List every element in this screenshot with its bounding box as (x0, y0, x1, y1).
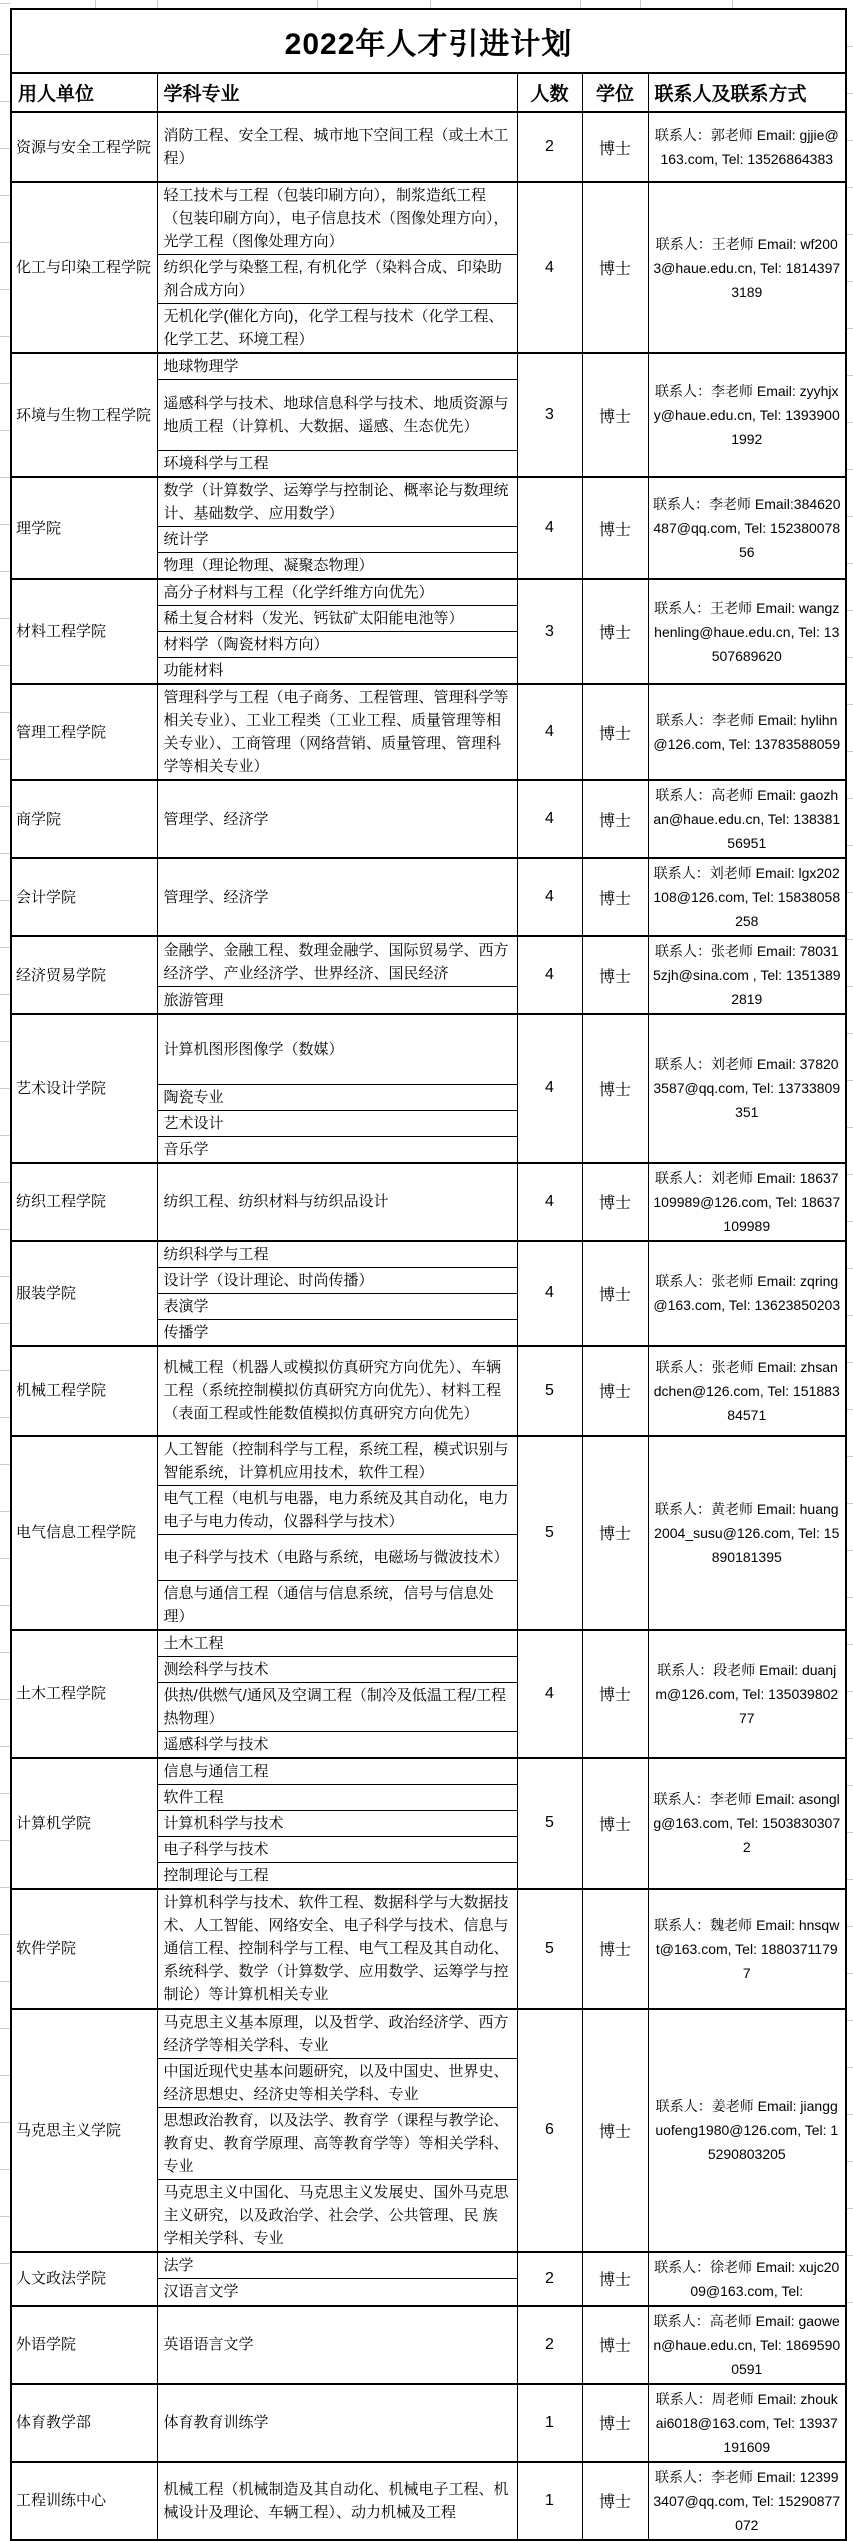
count-cell: 4 (517, 1163, 582, 1241)
table-row (11, 1163, 846, 1241)
table-row (11, 1436, 846, 1486)
count-cell: 4 (517, 684, 582, 780)
degree-cell: 博士 (582, 1014, 648, 1163)
major-cell: 纺织工程、纺织材料与纺织品设计 (157, 1163, 517, 1241)
gridline-tick (317, 0, 318, 8)
major-cell: 无机化学(催化方向)，化学工程与技术（化学工程、化学工艺、环境工程） (157, 304, 517, 354)
degree-cell: 博士 (582, 1758, 648, 1889)
table-row (11, 112, 846, 182)
gridline-tick (640, 0, 641, 8)
major-cell: 管理学、经济学 (157, 858, 517, 936)
major-cell: 思想政治教育，以及法学、教育学（课程与教学论、教育史、教育学原理、高等教育学等）等相关学科、专业 (157, 2107, 517, 2179)
count-cell: 4 (517, 1014, 582, 1163)
major-cell: 马克思主义中国化、马克思主义发展史、国外马克思主义研究，以及政治学、社会学、公共管理、民 族学相关学科、专业 (157, 2179, 517, 2252)
gridline-tick (430, 0, 431, 8)
contact-cell: 联系人：张老师 Email: zqring@163.com, Tel: 13623850203 (648, 1241, 846, 1346)
page-title: 2022年人才引进计划 (11, 9, 846, 73)
spreadsheet-gridlines-left (0, 0, 10, 2307)
count-cell: 2 (517, 2306, 582, 2384)
degree-cell: 博士 (582, 182, 648, 353)
contact-cell: 联系人：高老师 Email: gaozhan@haue.edu.cn, Tel: 13838156951 (648, 780, 846, 858)
count-cell: 5 (517, 1758, 582, 1889)
spreadsheet-gridlines-top (0, 0, 853, 8)
major-cell: 旅游管理 (157, 987, 517, 1014)
unit-cell: 服装学院 (11, 1241, 157, 1346)
major-cell: 材料学（陶瓷材料方向） (157, 632, 517, 658)
table-row (11, 780, 846, 858)
unit-cell: 人文政法学院 (11, 2252, 157, 2306)
unit-cell: 经济贸易学院 (11, 936, 157, 1014)
unit-cell: 土木工程学院 (11, 1630, 157, 1758)
contact-cell: 联系人：李老师 Email: hylihn@126.com, Tel: 13783588059 (648, 684, 846, 780)
major-cell: 设计学（设计理论、时尚传播） (157, 1267, 517, 1293)
unit-cell: 环境与生物工程学院 (11, 353, 157, 477)
spreadsheet-gridlines-right (846, 0, 853, 2307)
degree-cell: 博士 (582, 477, 648, 579)
unit-cell: 马克思主义学院 (11, 2009, 157, 2252)
degree-cell: 博士 (582, 684, 648, 780)
contact-cell: 联系人：王老师 Email: wangzhenling@haue.edu.cn, Tel: 13507689620 (648, 579, 846, 684)
table-row (11, 1758, 846, 1785)
col-header-degree: 学位 (582, 73, 648, 112)
contact-cell: 联系人：李老师 Email:384620487@qq.com, Tel: 15238007856 (648, 477, 846, 579)
major-cell: 法学 (157, 2252, 517, 2279)
unit-cell: 电气信息工程学院 (11, 1436, 157, 1630)
count-cell: 3 (517, 579, 582, 684)
degree-cell: 博士 (582, 858, 648, 936)
table-row (11, 477, 846, 527)
count-cell: 5 (517, 1436, 582, 1630)
contact-cell: 联系人：段老师 Email: duanjm@126.com, Tel: 13503980277 (648, 1630, 846, 1758)
col-header-major: 学科专业 (157, 73, 517, 112)
unit-cell: 外语学院 (11, 2306, 157, 2384)
gridline-tick (157, 0, 158, 8)
degree-cell: 博士 (582, 112, 648, 182)
unit-cell: 资源与安全工程学院 (11, 112, 157, 182)
count-cell: 3 (517, 353, 582, 477)
major-cell: 机械工程（机械制造及其自动化、机械电子工程、机械设计及理论、车辆工程）、动力机械及工程 (157, 2462, 517, 2540)
major-cell: 信息与通信工程 (157, 1758, 517, 1785)
contact-cell: 联系人：刘老师 Email: lgx202108@126.com, Tel: 15838058258 (648, 858, 846, 936)
count-cell: 4 (517, 780, 582, 858)
gridline-tick (95, 0, 96, 8)
count-cell: 4 (517, 477, 582, 579)
count-cell: 1 (517, 2384, 582, 2462)
recruitment-plan-table (10, 8, 847, 2541)
degree-cell: 博士 (582, 2462, 648, 2540)
degree-cell: 博士 (582, 780, 648, 858)
col-header-unit: 用人单位 (11, 73, 157, 112)
major-cell: 供热/供燃气/通风及空调工程（制冷及低温工程/工程热物理） (157, 1682, 517, 1731)
table-row (11, 2306, 846, 2384)
gridline-tick (732, 0, 733, 8)
major-cell: 土木工程 (157, 1630, 517, 1657)
degree-cell: 博士 (582, 1630, 648, 1758)
contact-cell: 联系人：魏老师 Email: hnsqwt@163.com, Tel: 18803711797 (648, 1889, 846, 2009)
contact-cell: 联系人：姜老师 Email: jiangguofeng1980@126.com, Tel: 15290803205 (648, 2009, 846, 2252)
major-cell: 电子科学与技术 (157, 1836, 517, 1862)
major-cell: 体育教育训练学 (157, 2384, 517, 2462)
title-row (11, 9, 846, 73)
degree-cell: 博士 (582, 2306, 648, 2384)
contact-cell: 联系人：李老师 Email: 123993407@qq.com, Tel: 15290877072 (648, 2462, 846, 2540)
degree-cell: 博士 (582, 353, 648, 477)
degree-cell: 博士 (582, 936, 648, 1014)
contact-cell: 联系人：高老师 Email: gaowen@haue.edu.cn, Tel: 18695900591 (648, 2306, 846, 2384)
major-cell: 测绘科学与技术 (157, 1656, 517, 1682)
degree-cell: 博士 (582, 2252, 648, 2306)
major-cell: 英语语言文学 (157, 2306, 517, 2384)
table-row (11, 684, 846, 780)
contact-cell: 联系人：张老师 Email: zhsandchen@126.com, Tel: 15188384571 (648, 1346, 846, 1436)
contact-cell: 联系人：郭老师 Email: gjjie@163.com, Tel: 13526864383 (648, 112, 846, 182)
count-cell: 2 (517, 112, 582, 182)
major-cell: 高分子材料与工程（化学纤维方向优先） (157, 579, 517, 606)
contact-cell: 联系人：王老师 Email: wf2003@haue.edu.cn, Tel: 18143973189 (648, 182, 846, 353)
count-cell: 4 (517, 1630, 582, 1758)
unit-cell: 艺术设计学院 (11, 1014, 157, 1163)
table-row (11, 1889, 846, 2009)
major-cell: 马克思主义基本原理，以及哲学、政治经济学、西方经济学等相关学科、专业 (157, 2009, 517, 2059)
contact-cell: 联系人：周老师 Email: zhoukai6018@163.com, Tel: 13937191609 (648, 2384, 846, 2462)
major-cell: 计算机图形图像学（数媒） (157, 1014, 517, 1084)
unit-cell: 软件学院 (11, 1889, 157, 2009)
major-cell: 计算机科学与技术 (157, 1810, 517, 1836)
table-row (11, 858, 846, 936)
unit-cell: 商学院 (11, 780, 157, 858)
table-row (11, 2462, 846, 2540)
count-cell: 5 (517, 1889, 582, 2009)
major-cell: 功能材料 (157, 658, 517, 685)
major-cell: 纺织化学与染整工程, 有机化学（染料合成、印染助剂合成方向） (157, 255, 517, 304)
major-cell: 机械工程（机器人或模拟仿真研究方向优先）、车辆工程（系统控制模拟仿真研究方向优先）、材料工程（表面工程或性能数值模拟仿真研究方向优先） (157, 1346, 517, 1436)
major-cell: 汉语言文学 (157, 2279, 517, 2306)
unit-cell: 理学院 (11, 477, 157, 579)
count-cell: 5 (517, 1346, 582, 1436)
major-cell: 人工智能（控制科学与工程，系统工程，模式识别与智能系统，计算机应用技术，软件工程） (157, 1436, 517, 1486)
table-row (11, 2384, 846, 2462)
contact-cell: 联系人：刘老师 Email: 18637109989@126.com, Tel: 18637109989 (648, 1163, 846, 1241)
table-row (11, 1241, 846, 1268)
major-cell: 环境科学与工程 (157, 451, 517, 478)
contact-cell: 联系人：黄老师 Email: huang2004_susu@126.com, Tel: 15890181395 (648, 1436, 846, 1630)
table-row (11, 182, 846, 255)
count-cell: 4 (517, 1241, 582, 1346)
count-cell: 4 (517, 182, 582, 353)
major-cell: 电子科学与技术（电路与系统，电磁场与微波技术） (157, 1534, 517, 1580)
degree-cell: 博士 (582, 1889, 648, 2009)
table-row (11, 2009, 846, 2059)
major-cell: 轻工技术与工程（包装印刷方向），制浆造纸工程（包装印刷方向），电子信息技术（图像处理方向），光学工程（图像处理方向） (157, 182, 517, 255)
header-row (11, 73, 846, 112)
degree-cell: 博士 (582, 1436, 648, 1630)
major-cell: 管理科学与工程（电子商务、工程管理、管理科学等相关专业）、工业工程类（工业工程、质量管理等相关专业）、工商管理（网络营销、质量管理、管理科学等相关专业） (157, 684, 517, 780)
degree-cell: 博士 (582, 2009, 648, 2252)
degree-cell: 博士 (582, 2384, 648, 2462)
major-cell: 物理（理论物理、凝聚态物理） (157, 553, 517, 580)
table-row (11, 1014, 846, 1084)
major-cell: 表演学 (157, 1293, 517, 1319)
major-cell: 管理学、经济学 (157, 780, 517, 858)
gridline-tick (580, 0, 581, 8)
unit-cell: 计算机学院 (11, 1758, 157, 1889)
table-body (11, 112, 846, 2540)
major-cell: 音乐学 (157, 1136, 517, 1163)
count-cell: 6 (517, 2009, 582, 2252)
contact-cell: 联系人：徐老师 Email: xujc2009@163.com, Tel: (648, 2252, 846, 2306)
table-row (11, 1630, 846, 1657)
unit-cell: 会计学院 (11, 858, 157, 936)
major-cell: 艺术设计 (157, 1110, 517, 1136)
major-cell: 信息与通信工程（通信与信息系统，信号与信息处理） (157, 1580, 517, 1630)
major-cell: 电气工程（电机与电器，电力系统及其自动化，电力电子与电力传动，仪器科学与技术） (157, 1485, 517, 1534)
contact-cell: 联系人：李老师 Email: asonglg@163.com, Tel: 15038303072 (648, 1758, 846, 1889)
major-cell: 数学（计算数学、运筹学与控制论、概率论与数理统计、基础数学、应用数学） (157, 477, 517, 527)
degree-cell: 博士 (582, 579, 648, 684)
major-cell: 稀土复合材料（发光、钙钛矿太阳能电池等） (157, 606, 517, 632)
major-cell: 中国近现代史基本问题研究，以及中国史、世界史、经济思想史、经济史等相关学科、专业 (157, 2058, 517, 2107)
count-cell: 2 (517, 2252, 582, 2306)
count-cell: 4 (517, 936, 582, 1014)
table-row (11, 936, 846, 987)
major-cell: 统计学 (157, 527, 517, 553)
degree-cell: 博士 (582, 1346, 648, 1436)
table-row (11, 579, 846, 606)
major-cell: 遥感科学与技术、地球信息科学与技术、地质资源与地质工程（计算机、大数据、遥感、生态优先） (157, 380, 517, 451)
count-cell: 1 (517, 2462, 582, 2540)
table-row (11, 2252, 846, 2279)
major-cell: 控制理论与工程 (157, 1862, 517, 1889)
unit-cell: 化工与印染工程学院 (11, 182, 157, 353)
major-cell: 传播学 (157, 1319, 517, 1346)
col-header-count: 人数 (517, 73, 582, 112)
unit-cell: 纺织工程学院 (11, 1163, 157, 1241)
unit-cell: 材料工程学院 (11, 579, 157, 684)
major-cell: 软件工程 (157, 1784, 517, 1810)
major-cell: 地球物理学 (157, 353, 517, 380)
major-cell: 纺织科学与工程 (157, 1241, 517, 1268)
table-row (11, 353, 846, 380)
contact-cell: 联系人：张老师 Email: 780315zjh@sina.com , Tel: 13513892819 (648, 936, 846, 1014)
unit-cell: 管理工程学院 (11, 684, 157, 780)
major-cell: 计算机科学与技术、软件工程、数据科学与大数据技术、人工智能、网络安全、电子科学与技术、信息与通信工程、控制科学与工程、电气工程及其自动化、系统科学、数学（计算数学、应用数学、运筹学与控制论）等计算机相关专业 (157, 1889, 517, 2009)
col-header-contact: 联系人及联系方式 (648, 73, 846, 112)
contact-cell: 联系人：李老师 Email: zyyhjxy@haue.edu.cn, Tel: 13939001992 (648, 353, 846, 477)
major-cell: 消防工程、安全工程、城市地下空间工程（或土木工程） (157, 112, 517, 182)
unit-cell: 工程训练中心 (11, 2462, 157, 2540)
unit-cell: 体育教学部 (11, 2384, 157, 2462)
unit-cell: 机械工程学院 (11, 1346, 157, 1436)
contact-cell: 联系人：刘老师 Email: 378203587@qq.com, Tel: 13733809351 (648, 1014, 846, 1163)
degree-cell: 博士 (582, 1163, 648, 1241)
major-cell: 遥感科学与技术 (157, 1731, 517, 1758)
count-cell: 4 (517, 858, 582, 936)
degree-cell: 博士 (582, 1241, 648, 1346)
major-cell: 金融学、金融工程、数理金融学、国际贸易学、西方经济学、产业经济学、世界经济、国民经济 (157, 936, 517, 987)
major-cell: 陶瓷专业 (157, 1084, 517, 1110)
table-row (11, 1346, 846, 1436)
